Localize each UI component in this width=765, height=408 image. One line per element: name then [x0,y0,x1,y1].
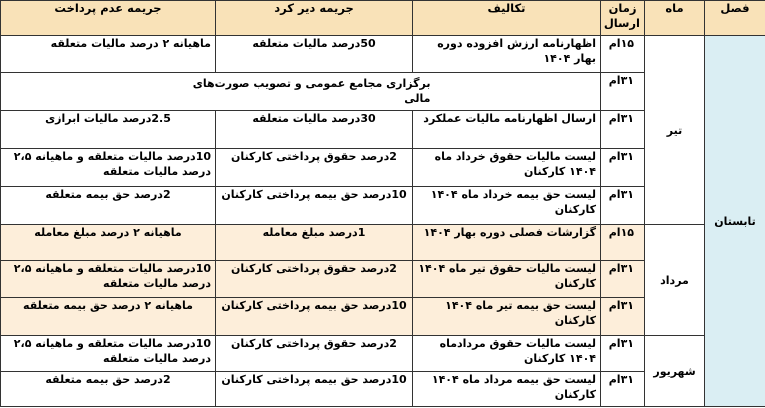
header-nonpayment-penalty: جریمه عدم پرداخت [1,1,216,36]
nonpayment-penalty-cell: 2درصد حق بیمه متعلقه [1,372,216,407]
obligation-cell: لیست مالیات حقوق تیر ماه ۱۴۰۴ کارکنان [413,261,601,298]
deadline-cell: ۳۱ام [601,336,645,372]
nonpayment-penalty-cell: ماهیانه ۲ درصد مبلغ معامله [1,225,216,261]
obligation-cell: ارسال اظهارنامه مالیات عملکرد [413,111,601,149]
table-row [1,336,765,372]
table-row [1,225,765,261]
nonpayment-penalty-cell: ماهیانه ۲ درصد حق بیمه متعلقه [1,298,216,336]
late-penalty-cell: 1درصد مبلغ معامله [216,225,413,261]
header-month: ماه [645,1,705,36]
nonpayment-penalty-cell: 2.5درصد مالیات ابرازی [1,111,216,149]
deadline-cell: ۳۱ام [601,298,645,336]
deadline-cell: ۳۱ام [601,73,645,111]
obligation-cell: لیست حق بیمه خرداد ماه ۱۴۰۴ کارکنان [413,187,601,225]
obligation-cell-merged [1,73,601,111]
nonpayment-penalty-cell: 10درصد مالیات متعلقه و ماهیانه ۲،۵ درصد مالیات متعلقه [1,261,216,298]
obligation-cell: لیست مالیات حقوق خرداد ماه ۱۴۰۴ کارکنان [413,149,601,187]
obligation-cell: لیست حق بیمه مرداد ماه ۱۴۰۴ کارکنان [413,372,601,407]
deadline-cell: ۳۱ام [601,261,645,298]
merged-obligation-text: برگزاری مجامع عمومی و تصویب صورت‌های مالی [192,77,431,105]
late-penalty-cell: 10درصد حق بیمه پرداختی کارکنان [216,372,413,407]
month-cell-tir: تیر [645,36,705,225]
obligation-cell: اظهارنامه ارزش افزوده دوره بهار ۱۴۰۴ [413,36,601,73]
late-penalty-cell: 30درصد مالیات متعلقه [216,111,413,149]
obligation-cell: لیست مالیات حقوق مردادماه ۱۴۰۴ کارکنان [413,336,601,372]
header-deadline: زمان ارسال [601,1,645,36]
deadline-cell: ۳۱ام [601,111,645,149]
header-late-penalty: جریمه دیر کرد [216,1,413,36]
header-obligation: تکالیف [413,1,601,36]
late-penalty-cell: 50درصد مالیات متعلقه [216,36,413,73]
header-season: فصل [705,1,765,36]
nonpayment-penalty-cell: 10درصد مالیات متعلقه و ماهیانه ۲،۵ درصد مالیات متعلقه [1,336,216,372]
deadline-cell: ۳۱ام [601,149,645,187]
late-penalty-cell: 2درصد حقوق پرداختی کارکنان [216,261,413,298]
header-row [1,1,765,36]
month-cell-shahrivar: شهریور [645,336,705,407]
month-cell-mordad: مرداد [645,225,705,336]
deadline-cell: ۳۱ام [601,187,645,225]
late-penalty-cell: 10درصد حق بیمه پرداختی کارکنان [216,187,413,225]
deadline-cell: ۱۵ام [601,36,645,73]
obligation-cell: گزارشات فصلی دوره بهار ۱۴۰۴ [413,225,601,261]
deadline-cell: ۳۱ام [601,372,645,407]
late-penalty-cell: 2درصد حقوق پرداختی کارکنان [216,149,413,187]
nonpayment-penalty-cell: 2درصد حق بیمه متعلقه [1,187,216,225]
obligation-cell: لیست حق بیمه تیر ماه ۱۴۰۴ کارکنان [413,298,601,336]
late-penalty-cell: 2درصد حقوق پرداختی کارکنان [216,336,413,372]
nonpayment-penalty-cell: ماهیانه ۲ درصد مالیات متعلقه [1,36,216,73]
late-penalty-cell: 10درصد حق بیمه پرداختی کارکنان [216,298,413,336]
season-cell: تابستان [705,36,765,407]
deadline-cell: ۱۵ام [601,225,645,261]
nonpayment-penalty-cell: 10درصد مالیات متعلقه و ماهیانه ۲،۵ درصد مالیات متعلقه [1,149,216,187]
table-row [1,36,765,73]
